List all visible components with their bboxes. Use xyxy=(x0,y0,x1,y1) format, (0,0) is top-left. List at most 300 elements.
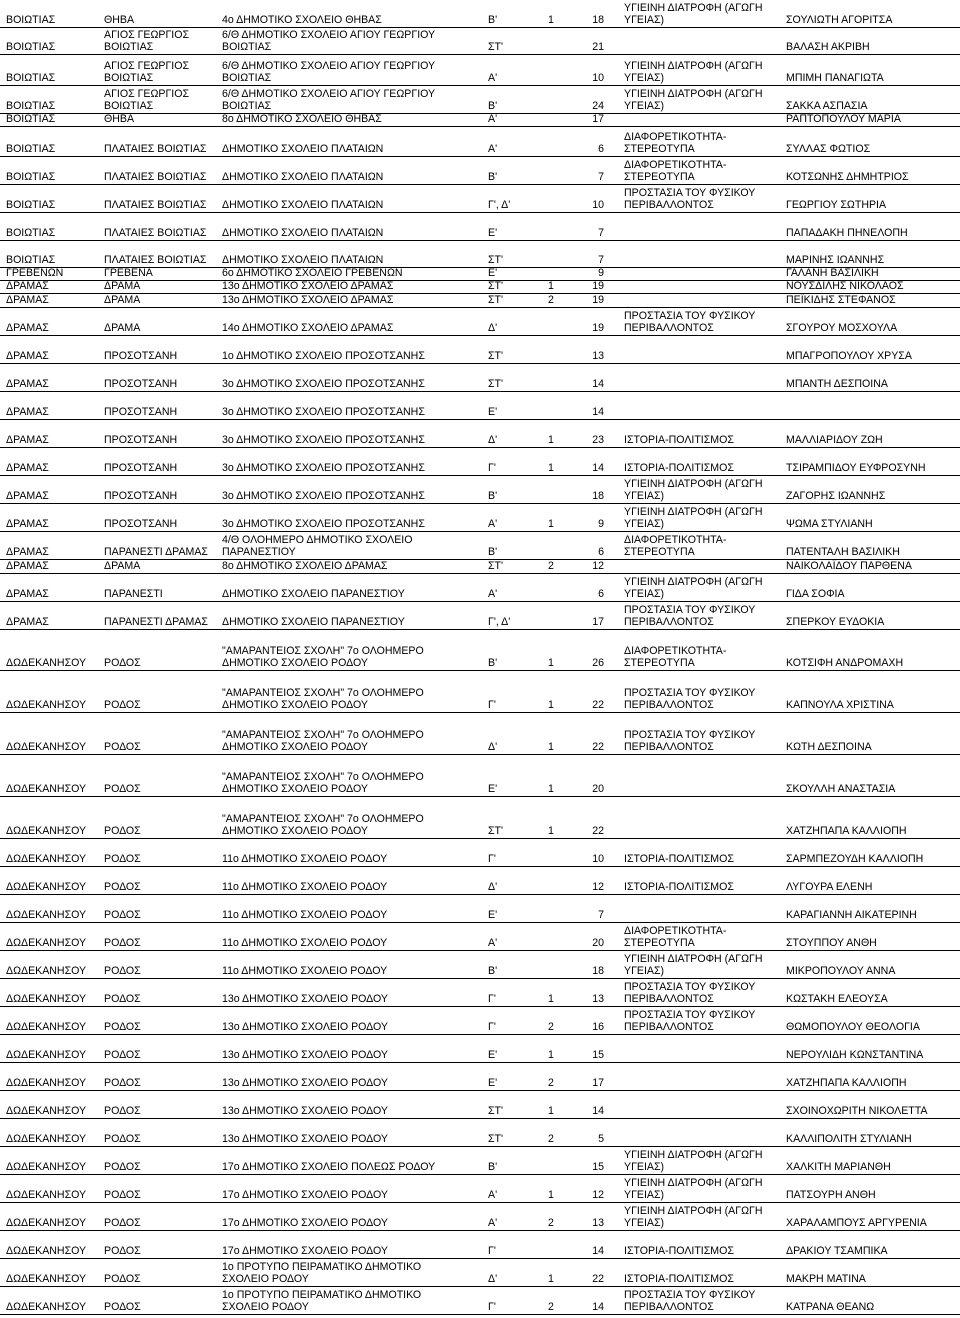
table-row xyxy=(0,114,960,127)
cell-grade: Β' xyxy=(488,546,498,558)
cell-city: ΠΡΟΣΟΤΣΑΝΗ xyxy=(104,378,178,390)
cell-teacher: ΤΣΙΡΑΜΠΙΔΟΥ ΕΥΦΡΟΣΥΝΗ xyxy=(786,462,926,474)
cell-prefecture: ΔΡΑΜΑΣ xyxy=(6,378,49,390)
cell-teacher: ΠΑΤΣΟΥΡΗ ΑΝΘΗ xyxy=(786,1189,876,1201)
cell-grade: Α' xyxy=(488,143,498,155)
cell-prefecture: ΔΩΔΕΚΑΝΗΣΟΥ xyxy=(6,909,87,921)
cell-prefecture: ΔΡΑΜΑΣ xyxy=(6,462,49,474)
cell-prefecture: ΔΩΔΕΚΑΝΗΣΟΥ xyxy=(6,1189,87,1201)
table-row xyxy=(0,1259,960,1287)
cell-student-count: 6 xyxy=(598,143,604,155)
cell-city: ΠΛΑΤΑΙΕΣ ΒΟΙΩΤΙΑΣ xyxy=(104,227,207,239)
cell-grade: ΣΤ' xyxy=(488,825,504,837)
cell-teacher: ΣΚΟΥΛΛΗ ΑΝΑΣΤΑΣΙΑ xyxy=(786,783,896,795)
table-row xyxy=(0,0,960,28)
cell-teacher: ΣΤΟΥΠΠΟΥ ΑΝΘΗ xyxy=(786,937,877,949)
table-row xyxy=(0,476,960,504)
cell-section: 2 xyxy=(548,1217,554,1229)
cell-school: 17ο ΔΗΜΟΤΙΚΟ ΣΧΟΛΕΙΟ ΡΟΔΟΥ xyxy=(222,1189,388,1201)
cell-teacher: ΣΓΟΥΡΟΥ ΜΟΣΧΟΥΛΑ xyxy=(786,322,898,334)
cell-school: 1ο ΠΡΟΤΥΠΟ ΠΕΙΡΑΜΑΤΙΚΟ ΔΗΜΟΤΙΚΟ ΣΧΟΛΕΙΟ ΡΟΔΟΥ xyxy=(222,1261,422,1285)
cell-city: ΠΑΡΑΝΕΣΤΙ ΔΡΑΜΑΣ xyxy=(104,546,208,558)
cell-city: ΠΛΑΤΑΙΕΣ ΒΟΙΩΤΙΑΣ xyxy=(104,199,207,211)
cell-city: ΡΟΔΟΣ xyxy=(104,881,141,893)
cell-school: 1ο ΠΡΟΤΥΠΟ ΠΕΙΡΑΜΑΤΙΚΟ ΔΗΜΟΤΙΚΟ ΣΧΟΛΕΙΟ ΡΟΔΟΥ xyxy=(222,1289,422,1313)
cell-grade: ΣΤ' xyxy=(488,378,504,390)
cell-topic: ΥΓΙΕΙΝΗ ΔΙΑΤΡΟΦΗ (ΑΓΩΓΗ ΥΓΕΙΑΣ) xyxy=(624,2,763,26)
cell-prefecture: ΒΟΙΩΤΙΑΣ xyxy=(6,14,56,26)
cell-school: 4/Θ ΟΛΟΗΜΕΡΟ ΔΗΜΟΤΙΚΟ ΣΧΟΛΕΙΟ ΠΑΡΑΝΕΣΤΙΟΥ xyxy=(222,534,413,558)
table-row xyxy=(0,392,960,420)
cell-school: 8ο ΔΗΜΟΤΙΚΟ ΣΧΟΛΕΙΟ ΔΡΑΜΑΣ xyxy=(222,560,388,572)
cell-teacher: ΣΥΛΛΑΣ ΦΩΤΙΟΣ xyxy=(786,143,871,155)
cell-prefecture: ΔΡΑΜΑΣ xyxy=(6,546,49,558)
cell-student-count: 5 xyxy=(598,1133,604,1145)
cell-student-count: 14 xyxy=(592,1245,604,1257)
cell-grade: Ε' xyxy=(488,1049,498,1061)
cell-prefecture: ΔΡΑΜΑΣ xyxy=(6,350,49,362)
cell-grade: Γ' xyxy=(488,1021,496,1033)
cell-prefecture: ΒΟΙΩΤΙΑΣ xyxy=(6,113,56,125)
table-row xyxy=(0,127,960,157)
cell-grade: Ε' xyxy=(488,1077,498,1089)
cell-school: 17ο ΔΗΜΟΤΙΚΟ ΣΧΟΛΕΙΟ ΡΟΔΟΥ xyxy=(222,1217,388,1229)
cell-prefecture: ΒΟΙΩΤΙΑΣ xyxy=(6,199,56,211)
table-row xyxy=(0,1203,960,1231)
cell-city: ΡΟΔΟΣ xyxy=(104,1049,141,1061)
cell-section: 1 xyxy=(548,825,554,837)
cell-city: ΠΡΟΣΟΤΣΑΝΗ xyxy=(104,350,178,362)
cell-school: ΔΗΜΟΤΙΚΟ ΣΧΟΛΕΙΟ ΠΛΑΤΑΙΩΝ xyxy=(222,199,384,211)
cell-school: "ΑΜΑΡΑΝΤΕΙΟΣ ΣΧΟΛΗ" 7ο ΟΛΟΗΜΕΡΟ ΔΗΜΟΤΙΚΟ ΣΧΟΛΕΙΟ ΡΟΔΟΥ xyxy=(222,729,424,753)
cell-city: ΡΟΔΟΣ xyxy=(104,965,141,977)
cell-teacher: ΧΑΛΚΙΤΗ ΜΑΡΙΑΝΘΗ xyxy=(786,1161,891,1173)
table-row xyxy=(0,241,960,268)
cell-school: 13ο ΔΗΜΟΤΙΚΟ ΣΧΟΛΕΙΟ ΡΟΔΟΥ xyxy=(222,1133,388,1145)
cell-prefecture: ΔΩΔΕΚΑΝΗΣΟΥ xyxy=(6,825,87,837)
cell-section: 1 xyxy=(548,783,554,795)
cell-teacher: ΜΑΚΡΗ ΜΑΤΙΝΑ xyxy=(786,1273,866,1285)
cell-student-count: 17 xyxy=(592,1077,604,1089)
table-row xyxy=(0,671,960,713)
cell-teacher: ΝΕΡΟΥΛΙΔΗ ΚΩΝΣΤΑΝΤΙΝΑ xyxy=(786,1049,924,1061)
cell-teacher: ΜΙΚΡΟΠΟΥΛΟΥ ΑΝΝΑ xyxy=(786,965,896,977)
cell-school: "ΑΜΑΡΑΝΤΕΙΟΣ ΣΧΟΛΗ" 7ο ΟΛΟΗΜΕΡΟ ΔΗΜΟΤΙΚΟ ΣΧΟΛΕΙΟ ΡΟΔΟΥ xyxy=(222,813,424,837)
cell-teacher: ΜΑΛΛΙΑΡΙΔΟΥ ΖΩΗ xyxy=(786,434,883,446)
cell-school: ΔΗΜΟΤΙΚΟ ΣΧΟΛΕΙΟ ΠΛΑΤΑΙΩΝ xyxy=(222,227,384,239)
cell-teacher: ΣΟΥΛΙΩΤΗ ΑΓΟΡΙΤΣΑ xyxy=(786,14,893,26)
cell-city: ΡΟΔΟΣ xyxy=(104,1105,141,1117)
cell-grade: Α' xyxy=(488,588,498,600)
cell-grade: Β' xyxy=(488,490,498,502)
cell-section: 2 xyxy=(548,294,554,306)
cell-city: ΠΛΑΤΑΙΕΣ ΒΟΙΩΤΙΑΣ xyxy=(104,143,207,155)
cell-grade: Ε' xyxy=(488,783,498,795)
cell-city: ΠΡΟΣΟΤΣΑΝΗ xyxy=(104,462,178,474)
table-row xyxy=(0,532,960,560)
cell-school: 11ο ΔΗΜΟΤΙΚΟ ΣΧΟΛΕΙΟ ΡΟΔΟΥ xyxy=(222,853,388,865)
cell-topic: ΙΣΤΟΡΙΑ-ΠΟΛΙΤΙΣΜΟΣ xyxy=(624,881,734,893)
cell-teacher: ΣΧΟΙΝΟΧΩΡΙΤΗ ΝΙΚΟΛΕΤΤΑ xyxy=(786,1105,928,1117)
cell-section: 1 xyxy=(548,1273,554,1285)
cell-topic: ΥΓΙΕΙΝΗ ΔΙΑΤΡΟΦΗ (ΑΓΩΓΗ ΥΓΕΙΑΣ) xyxy=(624,506,763,530)
cell-topic: ΙΣΤΟΡΙΑ-ΠΟΛΙΤΙΣΜΟΣ xyxy=(624,853,734,865)
table-row xyxy=(0,504,960,532)
cell-teacher: ΣΠΕΡΚΟΥ ΕΥΔΟΚΙΑ xyxy=(786,616,885,628)
cell-grade: Α' xyxy=(488,937,498,949)
cell-teacher: ΜΠΙΜΗ ΠΑΝΑΓΙΩΤΑ xyxy=(786,72,884,84)
cell-section: 1 xyxy=(548,993,554,1005)
cell-prefecture: ΔΡΑΜΑΣ xyxy=(6,490,49,502)
cell-school: 6/Θ ΔΗΜΟΤΙΚΟ ΣΧΟΛΕΙΟ ΑΓΙΟΥ ΓΕΩΡΓΙΟΥ ΒΟΙΩΤΙΑΣ xyxy=(222,88,436,112)
cell-city: ΡΟΔΟΣ xyxy=(104,741,141,753)
cell-city: ΠΛΑΤΑΙΕΣ ΒΟΙΩΤΙΑΣ xyxy=(104,171,207,183)
cell-prefecture: ΔΩΔΕΚΑΝΗΣΟΥ xyxy=(6,1161,87,1173)
cell-prefecture: ΒΟΙΩΤΙΑΣ xyxy=(6,143,56,155)
cell-student-count: 23 xyxy=(592,434,604,446)
cell-teacher: ΚΑΛΛΙΠΟΛΙΤΗ ΣΤΥΛΙΑΝΗ xyxy=(786,1133,912,1145)
cell-student-count: 17 xyxy=(592,113,604,125)
cell-prefecture: ΔΩΔΕΚΑΝΗΣΟΥ xyxy=(6,1049,87,1061)
cell-grade: Γ' xyxy=(488,1245,496,1257)
cell-student-count: 20 xyxy=(592,783,604,795)
cell-city: ΡΟΔΟΣ xyxy=(104,1133,141,1145)
table-row xyxy=(0,867,960,895)
cell-topic: ΥΓΙΕΙΝΗ ΔΙΑΤΡΟΦΗ (ΑΓΩΓΗ ΥΓΕΙΑΣ) xyxy=(624,1177,763,1201)
cell-teacher: ΜΠΑΝΤΗ ΔΕΣΠΟΙΝΑ xyxy=(786,378,888,390)
cell-teacher: ΠΕΪΚΙΔΗΣ ΣΤΕΦΑΝΟΣ xyxy=(786,294,896,306)
cell-school: "ΑΜΑΡΑΝΤΕΙΟΣ ΣΧΟΛΗ" 7ο ΟΛΟΗΜΕΡΟ ΔΗΜΟΤΙΚΟ ΣΧΟΛΕΙΟ ΡΟΔΟΥ xyxy=(222,645,424,669)
cell-topic: ΥΓΙΕΙΝΗ ΔΙΑΤΡΟΦΗ (ΑΓΩΓΗ ΥΓΕΙΑΣ) xyxy=(624,1205,763,1229)
cell-grade: Ε' xyxy=(488,227,498,239)
cell-topic: ΙΣΤΟΡΙΑ-ΠΟΛΙΤΙΣΜΟΣ xyxy=(624,434,734,446)
cell-grade: Ε' xyxy=(488,267,498,279)
cell-topic: ΥΓΙΕΙΝΗ ΔΙΑΤΡΟΦΗ (ΑΓΩΓΗ ΥΓΕΙΑΣ) xyxy=(624,1149,763,1173)
cell-school: 11ο ΔΗΜΟΤΙΚΟ ΣΧΟΛΕΙΟ ΡΟΔΟΥ xyxy=(222,909,388,921)
cell-student-count: 7 xyxy=(598,909,604,921)
cell-city: ΠΡΟΣΟΤΣΑΝΗ xyxy=(104,434,178,446)
cell-topic: ΠΡΟΣΤΑΣΙΑ ΤΟΥ ΦΥΣΙΚΟΥ ΠΕΡΙΒΑΛΛΟΝΤΟΣ xyxy=(624,310,756,334)
cell-city: ΡΟΔΟΣ xyxy=(104,909,141,921)
cell-prefecture: ΔΩΔΕΚΑΝΗΣΟΥ xyxy=(6,1105,87,1117)
cell-school: 11ο ΔΗΜΟΤΙΚΟ ΣΧΟΛΕΙΟ ΡΟΔΟΥ xyxy=(222,937,388,949)
cell-grade: Β' xyxy=(488,965,498,977)
cell-school: ΔΗΜΟΤΙΚΟ ΣΧΟΛΕΙΟ ΠΛΑΤΑΙΩΝ xyxy=(222,171,384,183)
table-row xyxy=(0,420,960,448)
cell-grade: Γ', Δ' xyxy=(488,616,511,628)
cell-student-count: 14 xyxy=(592,462,604,474)
cell-teacher: ΚΩΤΗ ΔΕΣΠΟΙΝΑ xyxy=(786,741,872,753)
cell-teacher: ΘΩΜΟΠΟΥΛΟΥ ΘΕΟΛΟΓΙΑ xyxy=(786,1021,920,1033)
cell-city: ΡΟΔΟΣ xyxy=(104,993,141,1005)
cell-prefecture: ΔΩΔΕΚΑΝΗΣΟΥ xyxy=(6,993,87,1005)
cell-section: 2 xyxy=(548,560,554,572)
table-row xyxy=(0,294,960,308)
cell-grade: Γ', Δ' xyxy=(488,199,511,211)
cell-topic: ΥΓΙΕΙΝΗ ΔΙΑΤΡΟΦΗ (ΑΓΩΓΗ ΥΓΕΙΑΣ) xyxy=(624,88,763,112)
table-row xyxy=(0,281,960,294)
cell-prefecture: ΔΩΔΕΚΑΝΗΣΟΥ xyxy=(6,657,87,669)
cell-city: ΡΟΔΟΣ xyxy=(104,1217,141,1229)
cell-city: ΑΓΙΟΣ ΓΕΩΡΓΙΟΣ ΒΟΙΩΤΙΑΣ xyxy=(104,60,190,84)
cell-city: ΡΟΔΟΣ xyxy=(104,1273,141,1285)
cell-grade: Β' xyxy=(488,1161,498,1173)
cell-city: ΡΟΔΟΣ xyxy=(104,657,141,669)
cell-student-count: 6 xyxy=(598,588,604,600)
cell-city: ΔΡΑΜΑ xyxy=(104,560,141,572)
cell-teacher: ΧΑΤΖΗΠΑΠΑ ΚΑΛΛΙΟΠΗ xyxy=(786,825,907,837)
cell-student-count: 24 xyxy=(592,100,604,112)
cell-topic: ΔΙΑΦΟΡΕΤΙΚΟΤΗΤΑ- ΣΤΕΡΕΟΤΥΠΑ xyxy=(624,645,727,669)
table-row xyxy=(0,560,960,574)
cell-section: 1 xyxy=(548,1189,554,1201)
cell-grade: Γ' xyxy=(488,699,496,711)
cell-grade: Γ' xyxy=(488,993,496,1005)
cell-grade: Α' xyxy=(488,1217,498,1229)
cell-prefecture: ΔΩΔΕΚΑΝΗΣΟΥ xyxy=(6,853,87,865)
cell-topic: ΠΡΟΣΤΑΣΙΑ ΤΟΥ ΦΥΣΙΚΟΥ ΠΕΡΙΒΑΛΛΟΝΤΟΣ xyxy=(624,687,756,711)
cell-section: 2 xyxy=(548,1021,554,1033)
cell-teacher: ΧΑΤΖΗΠΑΠΑ ΚΑΛΛΙΟΠΗ xyxy=(786,1077,907,1089)
cell-city: ΠΑΡΑΝΕΣΤΙ ΔΡΑΜΑΣ xyxy=(104,616,208,628)
cell-section: 2 xyxy=(548,1301,554,1313)
table-row xyxy=(0,895,960,923)
cell-school: 3ο ΔΗΜΟΤΙΚΟ ΣΧΟΛΕΙΟ ΠΡΟΣΟΤΣΑΝΗΣ xyxy=(222,518,425,530)
cell-prefecture: ΔΩΔΕΚΑΝΗΣΟΥ xyxy=(6,1273,87,1285)
cell-student-count: 14 xyxy=(592,378,604,390)
cell-prefecture: ΔΩΔΕΚΑΝΗΣΟΥ xyxy=(6,783,87,795)
cell-prefecture: ΔΩΔΕΚΑΝΗΣΟΥ xyxy=(6,965,87,977)
table-row xyxy=(0,1231,960,1259)
cell-teacher: ΒΑΛΑΣΗ ΑΚΡΙΒΗ xyxy=(786,41,870,53)
cell-teacher: ΚΟΤΣΩΝΗΣ ΔΗΜΗΤΡΙΟΣ xyxy=(786,171,909,183)
cell-grade: Β' xyxy=(488,657,498,669)
cell-grade: Δ' xyxy=(488,322,498,334)
cell-prefecture: ΔΩΔΕΚΑΝΗΣΟΥ xyxy=(6,1021,87,1033)
cell-grade: Δ' xyxy=(488,741,498,753)
cell-student-count: 7 xyxy=(598,171,604,183)
table-row xyxy=(0,979,960,1007)
cell-prefecture: ΒΟΙΩΤΙΑΣ xyxy=(6,171,56,183)
cell-topic: ΙΣΤΟΡΙΑ-ΠΟΛΙΤΙΣΜΟΣ xyxy=(624,1245,734,1257)
cell-student-count: 14 xyxy=(592,1301,604,1313)
cell-school: 6/Θ ΔΗΜΟΤΙΚΟ ΣΧΟΛΕΙΟ ΑΓΙΟΥ ΓΕΩΡΓΙΟΥ ΒΟΙΩΤΙΑΣ xyxy=(222,60,436,84)
table-row xyxy=(0,923,960,951)
cell-teacher: ΖΑΓΟΡΗΣ ΙΩΑΝΝΗΣ xyxy=(786,490,886,502)
cell-school: "ΑΜΑΡΑΝΤΕΙΟΣ ΣΧΟΛΗ" 7ο ΟΛΟΗΜΕΡΟ ΔΗΜΟΤΙΚΟ ΣΧΟΛΕΙΟ ΡΟΔΟΥ xyxy=(222,687,424,711)
cell-student-count: 15 xyxy=(592,1049,604,1061)
cell-student-count: 17 xyxy=(592,616,604,628)
cell-student-count: 19 xyxy=(592,280,604,292)
cell-teacher: ΠΑΠΑΔΑΚΗ ΠΗΝΕΛΟΠΗ xyxy=(786,227,908,239)
cell-student-count: 13 xyxy=(592,350,604,362)
cell-city: ΡΟΔΟΣ xyxy=(104,937,141,949)
cell-grade: Α' xyxy=(488,518,498,530)
cell-student-count: 14 xyxy=(592,1105,604,1117)
table-row xyxy=(0,839,960,867)
cell-school: 3ο ΔΗΜΟΤΙΚΟ ΣΧΟΛΕΙΟ ΠΡΟΣΟΤΣΑΝΗΣ xyxy=(222,462,425,474)
cell-student-count: 21 xyxy=(592,41,604,53)
cell-student-count: 7 xyxy=(598,254,604,266)
cell-student-count: 20 xyxy=(592,937,604,949)
cell-teacher: ΚΑΡΑΓΙΑΝΝΗ ΑΙΚΑΤΕΡΙΝΗ xyxy=(786,909,917,921)
table-row xyxy=(0,1287,960,1315)
cell-student-count: 26 xyxy=(592,657,604,669)
cell-prefecture: ΔΩΔΕΚΑΝΗΣΟΥ xyxy=(6,937,87,949)
cell-teacher: ΛΥΓΟΥΡΑ ΕΛΕΝΗ xyxy=(786,881,873,893)
cell-prefecture: ΔΡΑΜΑΣ xyxy=(6,560,49,572)
cell-topic: ΠΡΟΣΤΑΣΙΑ ΤΟΥ ΦΥΣΙΚΟΥ ΠΕΡΙΒΑΛΛΟΝΤΟΣ xyxy=(624,1009,756,1033)
cell-student-count: 19 xyxy=(592,294,604,306)
cell-school: 13ο ΔΗΜΟΤΙΚΟ ΣΧΟΛΕΙΟ ΡΟΔΟΥ xyxy=(222,1105,388,1117)
cell-student-count: 16 xyxy=(592,1021,604,1033)
table-row xyxy=(0,602,960,630)
cell-grade: Β' xyxy=(488,14,498,26)
cell-teacher: ΓΑΛΑΝΗ ΒΑΣΙΛΙΚΗ xyxy=(786,267,879,279)
cell-grade: Β' xyxy=(488,171,498,183)
cell-prefecture: ΔΩΔΕΚΑΝΗΣΟΥ xyxy=(6,741,87,753)
cell-prefecture: ΔΡΑΜΑΣ xyxy=(6,518,49,530)
cell-school: 4ο ΔΗΜΟΤΙΚΟ ΣΧΟΛΕΙΟ ΘΗΒΑΣ xyxy=(222,14,382,26)
cell-city: ΠΛΑΤΑΙΕΣ ΒΟΙΩΤΙΑΣ xyxy=(104,254,207,266)
cell-school: 13ο ΔΗΜΟΤΙΚΟ ΣΧΟΛΕΙΟ ΡΟΔΟΥ xyxy=(222,1049,388,1061)
cell-teacher: ΨΩΜΑ ΣΤΥΛΙΑΝΗ xyxy=(786,518,873,530)
cell-student-count: 13 xyxy=(592,1217,604,1229)
cell-city: ΓΡΕΒΕΝΑ xyxy=(104,267,153,279)
cell-city: ΠΡΟΣΟΤΣΑΝΗ xyxy=(104,490,178,502)
cell-prefecture: ΔΡΑΜΑΣ xyxy=(6,434,49,446)
cell-topic: ΙΣΤΟΡΙΑ-ΠΟΛΙΤΙΣΜΟΣ xyxy=(624,462,734,474)
cell-teacher: ΓΙΔΑ ΣΟΦΙΑ xyxy=(786,588,845,600)
cell-school: 13ο ΔΗΜΟΤΙΚΟ ΣΧΟΛΕΙΟ ΡΟΔΟΥ xyxy=(222,1021,388,1033)
cell-topic: ΠΡΟΣΤΑΣΙΑ ΤΟΥ ΦΥΣΙΚΟΥ ΠΕΡΙΒΑΛΛΟΝΤΟΣ xyxy=(624,604,756,628)
cell-topic: ΔΙΑΦΟΡΕΤΙΚΟΤΗΤΑ- ΣΤΕΡΕΟΤΥΠΑ xyxy=(624,925,727,949)
cell-prefecture: ΔΩΔΕΚΑΝΗΣΟΥ xyxy=(6,1217,87,1229)
cell-prefecture: ΔΩΔΕΚΑΝΗΣΟΥ xyxy=(6,699,87,711)
cell-school: 11ο ΔΗΜΟΤΙΚΟ ΣΧΟΛΕΙΟ ΡΟΔΟΥ xyxy=(222,965,388,977)
cell-teacher: ΠΑΤΕΝΤΑΛΗ ΒΑΣΙΛΙΚΗ xyxy=(786,546,900,558)
cell-grade: Ε' xyxy=(488,909,498,921)
cell-prefecture: ΔΩΔΕΚΑΝΗΣΟΥ xyxy=(6,1133,87,1145)
cell-student-count: 18 xyxy=(592,490,604,502)
cell-city: ΠΡΟΣΟΤΣΑΝΗ xyxy=(104,406,178,418)
cell-teacher: ΓΕΩΡΓΙΟΥ ΣΩΤΗΡΙΑ xyxy=(786,199,887,211)
cell-teacher: ΚΑΠΝΟΥΛΑ ΧΡΙΣΤΙΝΑ xyxy=(786,699,894,711)
cell-teacher: ΚΩΣΤΑΚΗ ΕΛΕΟΥΣΑ xyxy=(786,993,888,1005)
cell-grade: Δ' xyxy=(488,881,498,893)
cell-grade: ΣΤ' xyxy=(488,280,504,292)
cell-prefecture: ΔΡΑΜΑΣ xyxy=(6,588,49,600)
cell-prefecture: ΓΡΕΒΕΝΩΝ xyxy=(6,267,64,279)
cell-grade: ΣΤ' xyxy=(488,350,504,362)
cell-student-count: 13 xyxy=(592,993,604,1005)
cell-topic: ΥΓΙΕΙΝΗ ΔΙΑΤΡΟΦΗ (ΑΓΩΓΗ ΥΓΕΙΑΣ) xyxy=(624,478,763,502)
cell-city: ΡΟΔΟΣ xyxy=(104,825,141,837)
cell-student-count: 22 xyxy=(592,699,604,711)
cell-grade: Ε' xyxy=(488,406,498,418)
cell-school: 11ο ΔΗΜΟΤΙΚΟ ΣΧΟΛΕΙΟ ΡΟΔΟΥ xyxy=(222,881,388,893)
cell-school: "ΑΜΑΡΑΝΤΕΙΟΣ ΣΧΟΛΗ" 7ο ΟΛΟΗΜΕΡΟ ΔΗΜΟΤΙΚΟ ΣΧΟΛΕΙΟ ΡΟΔΟΥ xyxy=(222,771,424,795)
cell-prefecture: ΒΟΙΩΤΙΑΣ xyxy=(6,100,56,112)
table-row xyxy=(0,185,960,213)
table-row xyxy=(0,1063,960,1091)
cell-grade: ΣΤ' xyxy=(488,254,504,266)
cell-prefecture: ΒΟΙΩΤΙΑΣ xyxy=(6,41,56,53)
cell-grade: Δ' xyxy=(488,434,498,446)
cell-topic: ΔΙΑΦΟΡΕΤΙΚΟΤΗΤΑ- ΣΤΕΡΕΟΤΥΠΑ xyxy=(624,159,727,183)
cell-student-count: 9 xyxy=(598,518,604,530)
table-row xyxy=(0,1147,960,1175)
table-row xyxy=(0,797,960,839)
table-row xyxy=(0,630,960,671)
cell-grade: Γ' xyxy=(488,1301,496,1313)
cell-section: 1 xyxy=(548,280,554,292)
cell-student-count: 18 xyxy=(592,14,604,26)
cell-school: 1ο ΔΗΜΟΤΙΚΟ ΣΧΟΛΕΙΟ ΠΡΟΣΟΤΣΑΝΗΣ xyxy=(222,350,425,362)
cell-topic: ΠΡΟΣΤΑΣΙΑ ΤΟΥ ΦΥΣΙΚΟΥ ΠΕΡΙΒΑΛΛΟΝΤΟΣ xyxy=(624,981,756,1005)
cell-school: 8ο ΔΗΜΟΤΙΚΟ ΣΧΟΛΕΙΟ ΘΗΒΑΣ xyxy=(222,113,382,125)
cell-grade: Γ' xyxy=(488,462,496,474)
cell-school: ΔΗΜΟΤΙΚΟ ΣΧΟΛΕΙΟ ΠΛΑΤΑΙΩΝ xyxy=(222,254,384,266)
cell-grade: ΣΤ' xyxy=(488,41,504,53)
table-row xyxy=(0,1175,960,1203)
table-row xyxy=(0,1035,960,1063)
cell-student-count: 22 xyxy=(592,825,604,837)
cell-section: 1 xyxy=(548,518,554,530)
cell-section: 2 xyxy=(548,1133,554,1145)
cell-section: 1 xyxy=(548,1105,554,1117)
cell-grade: Α' xyxy=(488,1189,498,1201)
cell-school: 6ο ΔΗΜΟΤΙΚΟ ΣΧΟΛΕΙΟ ΓΡΕΒΕΝΩΝ xyxy=(222,267,403,279)
cell-prefecture: ΔΡΑΜΑΣ xyxy=(6,280,49,292)
cell-student-count: 18 xyxy=(592,965,604,977)
cell-city: ΡΟΔΟΣ xyxy=(104,1161,141,1173)
cell-grade: ΣΤ' xyxy=(488,1105,504,1117)
cell-school: 17ο ΔΗΜΟΤΙΚΟ ΣΧΟΛΕΙΟ ΠΟΛΕΩΣ ΡΟΔΟΥ xyxy=(222,1161,436,1173)
cell-student-count: 12 xyxy=(592,560,604,572)
cell-section: 1 xyxy=(548,1049,554,1061)
cell-school: 17ο ΔΗΜΟΤΙΚΟ ΣΧΟΛΕΙΟ ΡΟΔΟΥ xyxy=(222,1245,388,1257)
cell-topic: ΥΓΙΕΙΝΗ ΔΙΑΤΡΟΦΗ (ΑΓΩΓΗ ΥΓΕΙΑΣ) xyxy=(624,60,763,84)
cell-school: 3ο ΔΗΜΟΤΙΚΟ ΣΧΟΛΕΙΟ ΠΡΟΣΟΤΣΑΝΗΣ xyxy=(222,490,425,502)
table-row xyxy=(0,213,960,241)
cell-prefecture: ΔΡΑΜΑΣ xyxy=(6,294,49,306)
table-row xyxy=(0,336,960,364)
cell-city: ΑΓΙΟΣ ΓΕΩΡΓΙΟΣ ΒΟΙΩΤΙΑΣ xyxy=(104,29,190,53)
cell-teacher: ΜΑΡΙΝΗΣ ΙΩΑΝΝΗΣ xyxy=(786,254,885,266)
cell-prefecture: ΔΩΔΕΚΑΝΗΣΟΥ xyxy=(6,1245,87,1257)
cell-city: ΡΟΔΟΣ xyxy=(104,699,141,711)
cell-grade: Α' xyxy=(488,72,498,84)
table-row xyxy=(0,28,960,55)
cell-city: ΡΟΔΟΣ xyxy=(104,1021,141,1033)
table-row xyxy=(0,713,960,755)
cell-student-count: 10 xyxy=(592,72,604,84)
cell-city: ΑΓΙΟΣ ΓΕΩΡΓΙΟΣ ΒΟΙΩΤΙΑΣ xyxy=(104,88,190,112)
table-row xyxy=(0,364,960,392)
cell-prefecture: ΔΡΑΜΑΣ xyxy=(6,406,49,418)
cell-student-count: 9 xyxy=(598,267,604,279)
cell-school: ΔΗΜΟΤΙΚΟ ΣΧΟΛΕΙΟ ΠΛΑΤΑΙΩΝ xyxy=(222,143,384,155)
cell-teacher: ΚΑΤΡΑΝΑ ΘΕΑΝΩ xyxy=(786,1301,875,1313)
cell-city: ΡΟΔΟΣ xyxy=(104,1189,141,1201)
cell-city: ΠΑΡΑΝΕΣΤΙ xyxy=(104,588,163,600)
cell-school: 3ο ΔΗΜΟΤΙΚΟ ΣΧΟΛΕΙΟ ΠΡΟΣΟΤΣΑΝΗΣ xyxy=(222,434,425,446)
table-row xyxy=(0,1007,960,1035)
cell-school: ΔΗΜΟΤΙΚΟ ΣΧΟΛΕΙΟ ΠΑΡΑΝΕΣΤΙΟΥ xyxy=(222,588,405,600)
cell-prefecture: ΔΩΔΕΚΑΝΗΣΟΥ xyxy=(6,1301,87,1313)
table-row xyxy=(0,55,960,86)
